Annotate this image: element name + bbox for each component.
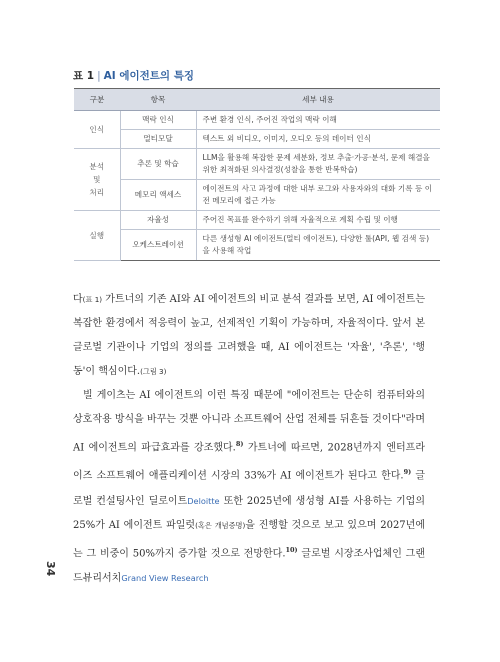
table-row [74, 211, 440, 230]
grand-view-term: Grand View Research [121, 572, 209, 583]
table-reference: (표 1) [82, 295, 103, 304]
table-row [74, 111, 440, 130]
item-cell: 추론 및 학습 [120, 149, 196, 180]
detail-cell: 텍스트 외 비디오, 이미지, 오디오 등의 데이터 인식 [196, 130, 440, 149]
p2-text-5: 을 진행할 것으로 보고 있으며 2027년에는 그 비중이 50%까지 증가할 것으로 전망한다. [73, 519, 425, 559]
item-cell: 메모리 액세스 [120, 180, 196, 211]
deloitte-term: Deloitte [187, 495, 220, 506]
caption-label: 표 1 [73, 70, 95, 82]
footnote-9: 9) [403, 468, 412, 477]
page-number: 34 [44, 561, 57, 577]
figure-reference: (그림 3) [140, 367, 167, 376]
p2-text-6: 글로벌 시장조사업체인 그랜드뷰리서치 [73, 547, 425, 584]
table-row [74, 230, 440, 261]
table-row [74, 180, 440, 211]
item-cell: 오케스트레이션 [120, 230, 196, 261]
header-category: 구분 [74, 89, 120, 111]
footnote-10: 10) [285, 545, 298, 554]
table-row [74, 149, 440, 180]
paragraph-2 [73, 384, 425, 591]
item-cell: 맥락 인식 [120, 111, 196, 130]
p2-text-1: 빌 게이츠는 AI 에이전트의 이런 특징 때문에 "에이전트는 단순히 컴퓨터와의 상호작용 방식을 바꾸는 것뿐 아니라 소프트웨어 산업 전체를 뒤흔들 것이다"라며 AI 에이전트의 파급효과를 강조했다. [73, 390, 425, 454]
detail-cell: 에이전트의 사고 과정에 대한 내부 로그와 사용자와의 대화 기록 등 이전 메모리에 접근 가능 [196, 180, 440, 211]
detail-cell: 다른 생성형 AI 에이전트(멀티 에이전트), 다양한 툴(API, 웹 검색 등)을 사용해 작업 [196, 230, 440, 261]
poc-note: (혹은 개념증명) [195, 520, 246, 530]
table-header-row [74, 89, 440, 111]
detail-cell: 주변 환경 인식, 주어진 작업의 맥락 이해 [196, 111, 440, 130]
p1-text: 가트너의 기존 AI와 AI 에이전트의 비교 분석 결과를 보면, AI 에이전트는 복잡한 환경에서 적응력이 높고, 선제적인 기획이 가능하며, 자율적이다. 앞서 본 글로벌 기관이나 기업의 정의를 고려했을 때, AI 에이전트는 '자율', '추론', '행동'이 핵심이다. [73, 294, 425, 377]
item-cell: 멀티모달 [120, 130, 196, 149]
table-caption [73, 68, 194, 83]
p2-text-2: 가트너에 따르면, 2028년까지 엔터프라이즈 소프트웨어 애플리케이션 시장의 33%가 AI 에이전트가 된다고 한다. [73, 442, 425, 482]
caption-title: AI 에이전트의 특징 [103, 70, 195, 82]
features-table [74, 88, 440, 261]
p2-text-3: 글로벌 컨설팅사인 딜로이트 [73, 470, 425, 507]
table-row [74, 130, 440, 149]
detail-cell: 주어진 목표를 완수하기 위해 자율적으로 계획 수립 및 이행 [196, 211, 440, 230]
item-cell: 자율성 [120, 211, 196, 230]
category-cell: 실행 [74, 211, 120, 261]
header-detail: 세부 내용 [196, 89, 440, 111]
category-cell: 분석 및 처리 [74, 149, 120, 211]
p1-start: 다 [73, 294, 83, 305]
detail-cell: LLM을 활용해 복잡한 문제 세분화, 정보 추출·가공·분석, 문제 해결을 위한 최적화된 의사결정(성찰을 통한 반복학습) [196, 149, 440, 180]
footnote-8: 8) [235, 440, 244, 448]
category-cell: 인식 [74, 111, 120, 149]
body-text [73, 288, 425, 591]
header-item: 항목 [120, 89, 196, 111]
paragraph-1 [73, 288, 425, 384]
caption-divider: | [97, 70, 101, 82]
p2-text-4: 또한 2025년에 생성형 AI를 사용하는 기업의 25%가 AI 에이전트 파일럿 [73, 495, 426, 531]
